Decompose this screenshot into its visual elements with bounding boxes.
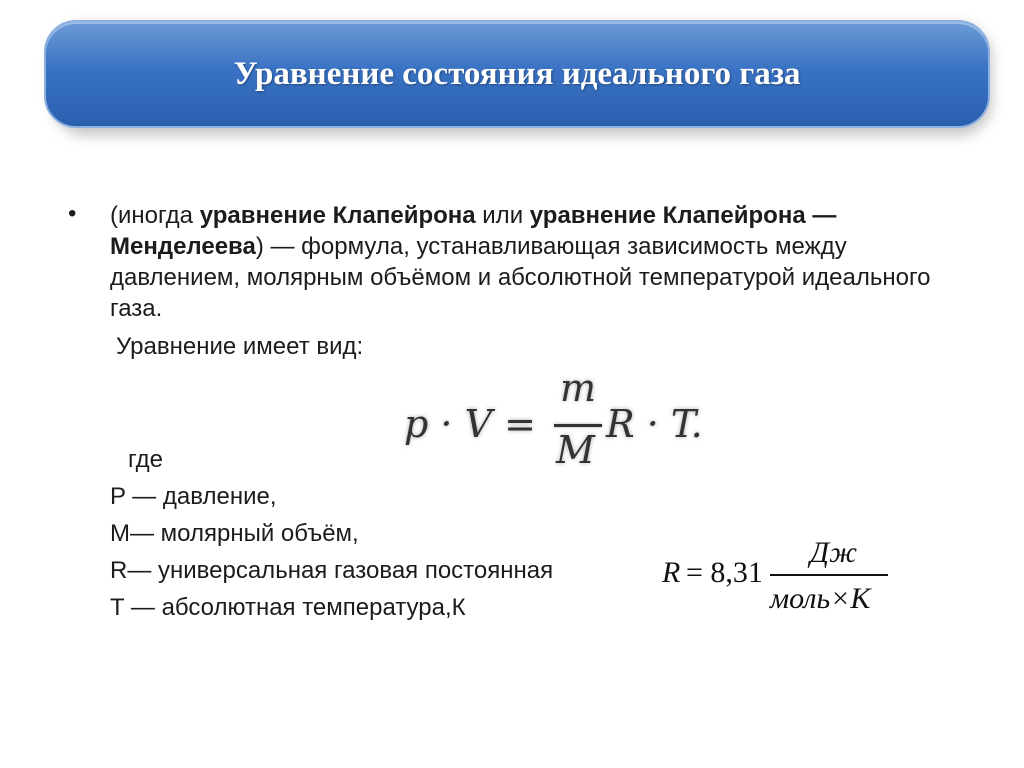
definition-gas-constant: R— универсальная газовая постоянная [110,557,554,584]
where-label: где [128,446,164,473]
gas-constant-unit-numerator: Дж [810,536,857,569]
ideal-gas-formula [380,366,720,484]
formula-numerator: m [560,366,597,410]
para-bold-2: уравнение Клапейрона — Менделеева [110,202,837,260]
formula-rhs: R · T. [606,402,703,446]
gas-constant-value [660,530,900,620]
gas-constant-fraction-bar [770,574,888,576]
para-text-3: ) — формула, устанавливающая зависимость между давлением, молярным объёмом и абсолютной температурой идеального газа. [110,233,931,322]
gas-constant-number: = 8,31 [686,556,763,589]
equation-intro: Уравнение имеет вид: [116,333,364,360]
formula-lhs: p · V = [404,402,536,446]
bullet-icon: • [68,200,77,227]
definition-paragraph [110,200,980,324]
slide-title: Уравнение состояния идеального газа [233,55,801,92]
title-bar [44,20,990,128]
para-text-1: (иногда [110,202,200,229]
definition-molar-volume: M— молярный объём, [110,520,359,547]
formula-fraction-bar [554,424,602,427]
definition-temperature: T — абсолютная температура,К [110,594,466,621]
para-bold-1: уравнение Клапейрона [199,202,476,229]
gas-constant-symbol: R [662,556,681,589]
para-text-2: или [475,202,530,229]
formula-denominator: M [556,428,595,472]
definition-pressure: P — давление, [110,483,277,510]
gas-constant-unit-denominator: моль×К [770,582,871,615]
